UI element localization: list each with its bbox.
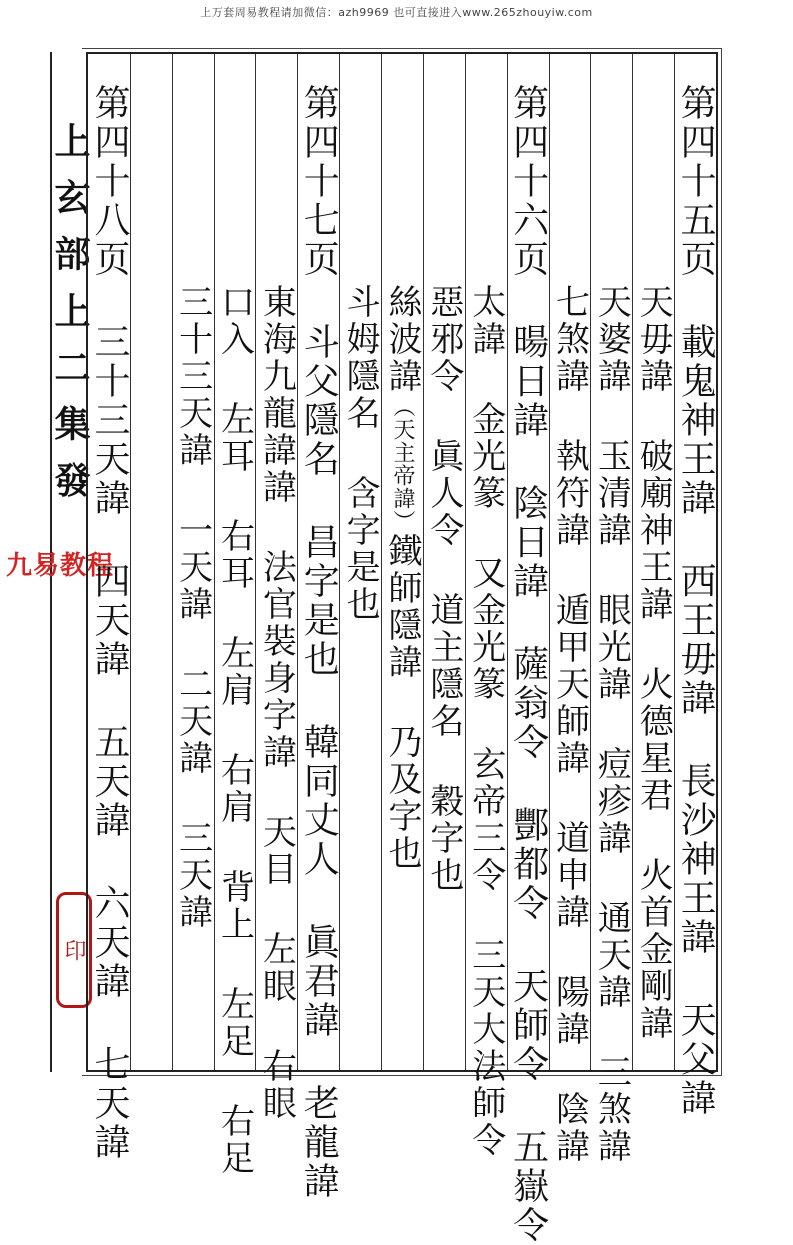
text-column: [505, 84, 551, 1245]
column-text: 口入 左耳 右耳 左肩 右肩 背上 左足 右足: [214, 284, 255, 1177]
text-column: [379, 284, 425, 872]
text-column: [86, 84, 132, 1162]
column-text: 東海九龍諱諱 法官裝身字諱 天目 左眼 右眼: [256, 284, 297, 1122]
text-column: [588, 284, 634, 1165]
column-annotation: （天主帝諱）: [390, 395, 415, 533]
column-text: 天婆諱 玉清諱 眼光諱 痘疹諱 通天諱 三煞諱: [591, 284, 632, 1165]
spine-glyphs: 上 玄 部 上 二 集 發: [49, 122, 91, 502]
watermark: 九易教程: [6, 551, 115, 581]
text-column: [463, 284, 509, 1159]
column-text: 惡邪令 眞人令 道主隱名 穀字也: [423, 284, 464, 894]
column-text: 斗姆隱名 含字是也: [340, 284, 381, 623]
text-column: [546, 284, 592, 1165]
column-text: 三十三天諱 一天諱 二天諱 三天諱: [172, 284, 213, 931]
text-column: [337, 284, 383, 623]
column-divider: [172, 54, 173, 1070]
text-column: [672, 84, 718, 1118]
column-text: 太諱 金光篆 又金光篆 玄帝三令 三天大法師令: [465, 284, 506, 1159]
text-column: [630, 284, 676, 1042]
top-banner: 上万套周易教程请加微信：azh9969 也可直接进入www.265zhouyiw.com: [200, 6, 593, 19]
column-text: 七煞諱 執符諱 遁甲天師諱 道申諱 陽諱 陰諱: [549, 284, 590, 1165]
text-column: [421, 284, 467, 894]
column-text: 第四十六页 暘日諱 陰日諱 薩翁令 酆都令 天師令 五嶽令: [507, 84, 549, 1245]
text-frame: [86, 52, 718, 1245]
column-text: 天毋諱 破廟神王諱 火德星君 火首金剛諱: [633, 284, 674, 1042]
red-seal-icon: 印: [56, 892, 92, 1008]
text-column: [253, 284, 299, 1122]
column-text: 第四十八页 三十三天諱 四天諱 五天諱 六天諱 七天諱: [88, 84, 130, 1162]
text-column: [295, 84, 341, 1201]
column-text: 第四十七页 斗父隱名 昌字是也 韓同丈人 眞君諱 老龍諱: [298, 84, 340, 1201]
text-column: [212, 284, 258, 1177]
column-text: 第四十五页 載鬼神王諱 西王毋諱 長沙神王諱 天父諱: [675, 84, 717, 1118]
column-text-continued: 鐵師隱諱 乃及字也: [382, 533, 422, 872]
text-column: [170, 284, 216, 931]
column-text: 絲波諱: [382, 284, 422, 395]
